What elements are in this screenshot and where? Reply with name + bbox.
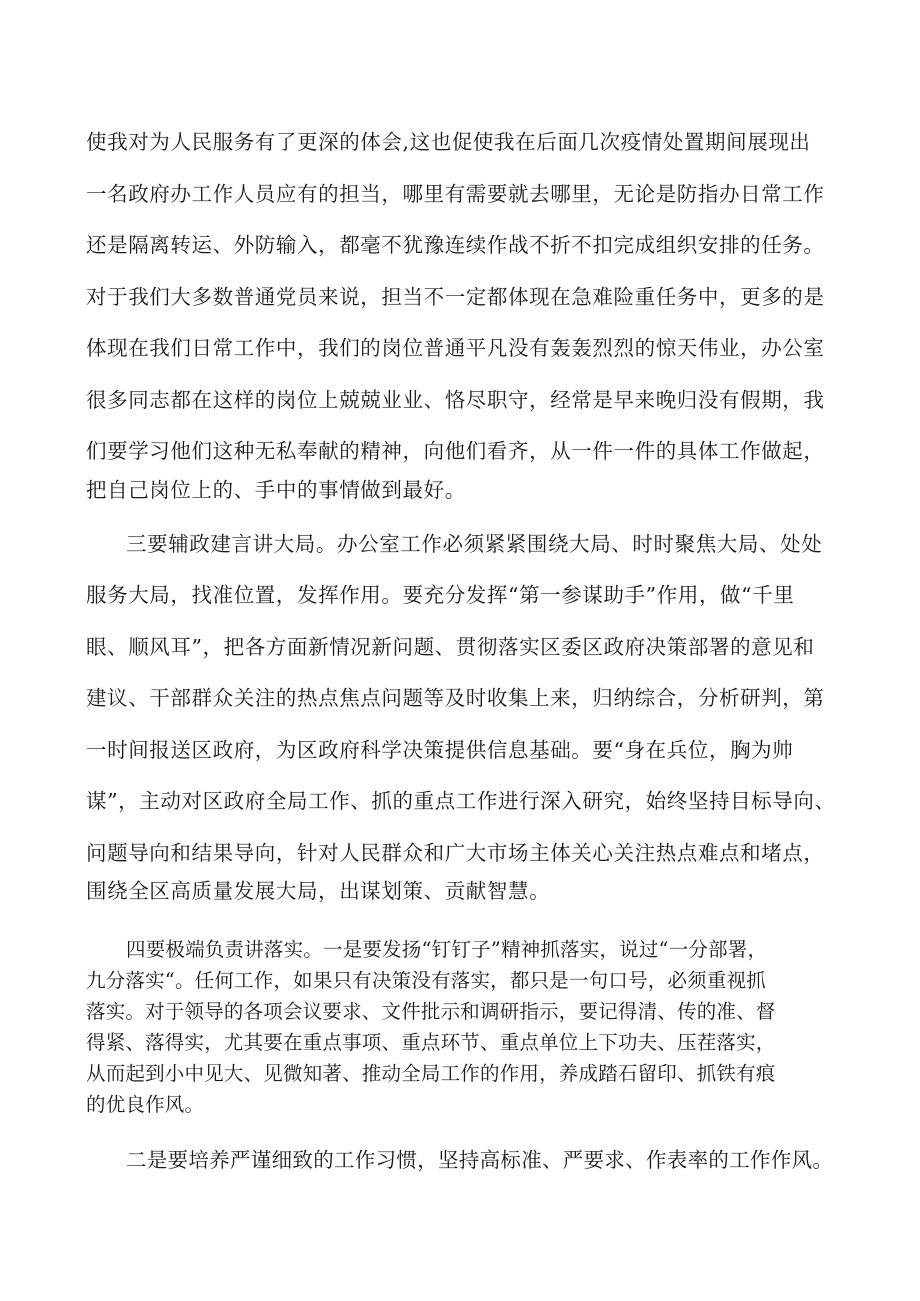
paragraph-1-line-7: 们要学习他们这种无私奉献的精神，向他们看齐，从一件一件的具体工作做起， bbox=[86, 439, 825, 463]
paragraph-1-line-2: 一名政府办工作人员应有的担当，哪里有需要就去哪里，无论是防指办日常工作 bbox=[86, 182, 825, 206]
paragraph-1-line-4: 对于我们大多数普通党员来说，担当不一定都体现在急难险重任务中，更多的是 bbox=[86, 285, 825, 309]
paragraph-2-line-2: 服务大局，找准位置，发挥作用。要充分发挥“第一参谋助手”作用，做“千里 bbox=[86, 583, 795, 607]
paragraph-2-line-8: 围绕全区高质量发展大局，出谋划策、贡献智慧。 bbox=[86, 879, 551, 903]
paragraph-4-line-1: 二是要培养严谨细致的工作习惯，坚持高标准、严要求、作表率的工作作风。 bbox=[126, 1148, 834, 1172]
paragraph-2-line-7: 问题导向和结果导向，针对人民群众和广大市场主体关心关注热点难点和堵点， bbox=[86, 841, 825, 865]
paragraph-3-line-6: 的优良作风。 bbox=[86, 1093, 205, 1116]
paragraph-1-line-3: 还是隔离转运、外防输入，都毫不犹豫连续作战不折不扣完成组织安排的任务。 bbox=[86, 233, 825, 257]
paragraph-3-line-3: 落实。对于领导的各项会议要求、文件批示和调研指示，要记得清、传的准、督 bbox=[86, 1000, 776, 1023]
paragraph-1-line-6: 很多同志都在这样的岗位上兢兢业业、恪尽职守，经常是早来晚归没有假期，我 bbox=[86, 388, 825, 412]
paragraph-2-line-3: 眼、顺风耳”，把各方面新情况新问题、贯彻落实区委区政府决策部署的意见和 bbox=[86, 635, 815, 659]
paragraph-3-line-1: 四要极端负责讲落实。一是要发扬“钉钉子”精神抓落实，说过“一分部署， bbox=[126, 938, 768, 961]
paragraph-3-line-5: 从而起到小中见大、见微知著、推动全局工作的作用，养成踏石留印、抓铁有痕 bbox=[86, 1062, 776, 1085]
paragraph-2-line-4: 建议、干部群众关注的热点焦点问题等及时收集上来，归纳综合，分析研判，第 bbox=[86, 686, 825, 710]
paragraph-3-line-2: 九分落实“。任何工作，如果只有决策没有落实，都只是一句口号，必须重视抓 bbox=[86, 969, 766, 992]
paragraph-2-line-1: 三要辅政建言讲大局。办公室工作必须紧紧围绕大局、时时聚焦大局、处处 bbox=[126, 532, 823, 556]
paragraph-2-line-5: 一时间报送区政府，为区政府科学决策提供信息基础。要“身在兵位，胸为帅 bbox=[86, 738, 794, 762]
paragraph-2-line-6: 谋”，主动对区政府全局工作、抓的重点工作进行深入研究，始终坚持目标导向、 bbox=[86, 789, 836, 813]
paragraph-1-line-1: 使我对为人民服务有了更深的体会,这也促使我在后面几次疫情处置期间展现出 bbox=[86, 130, 811, 154]
paragraph-1-line-5: 体现在我们日常工作中，我们的岗位普通平凡没有轰轰烈烈的惊天伟业，办公室 bbox=[86, 336, 825, 360]
paragraph-1-line-8: 把自己岗位上的、手中的事情做到最好。 bbox=[86, 478, 466, 502]
paragraph-3-line-4: 得紧、落得实，尤其要在重点事项、重点环节、重点单位上下功夫、压茬落实， bbox=[86, 1031, 776, 1054]
